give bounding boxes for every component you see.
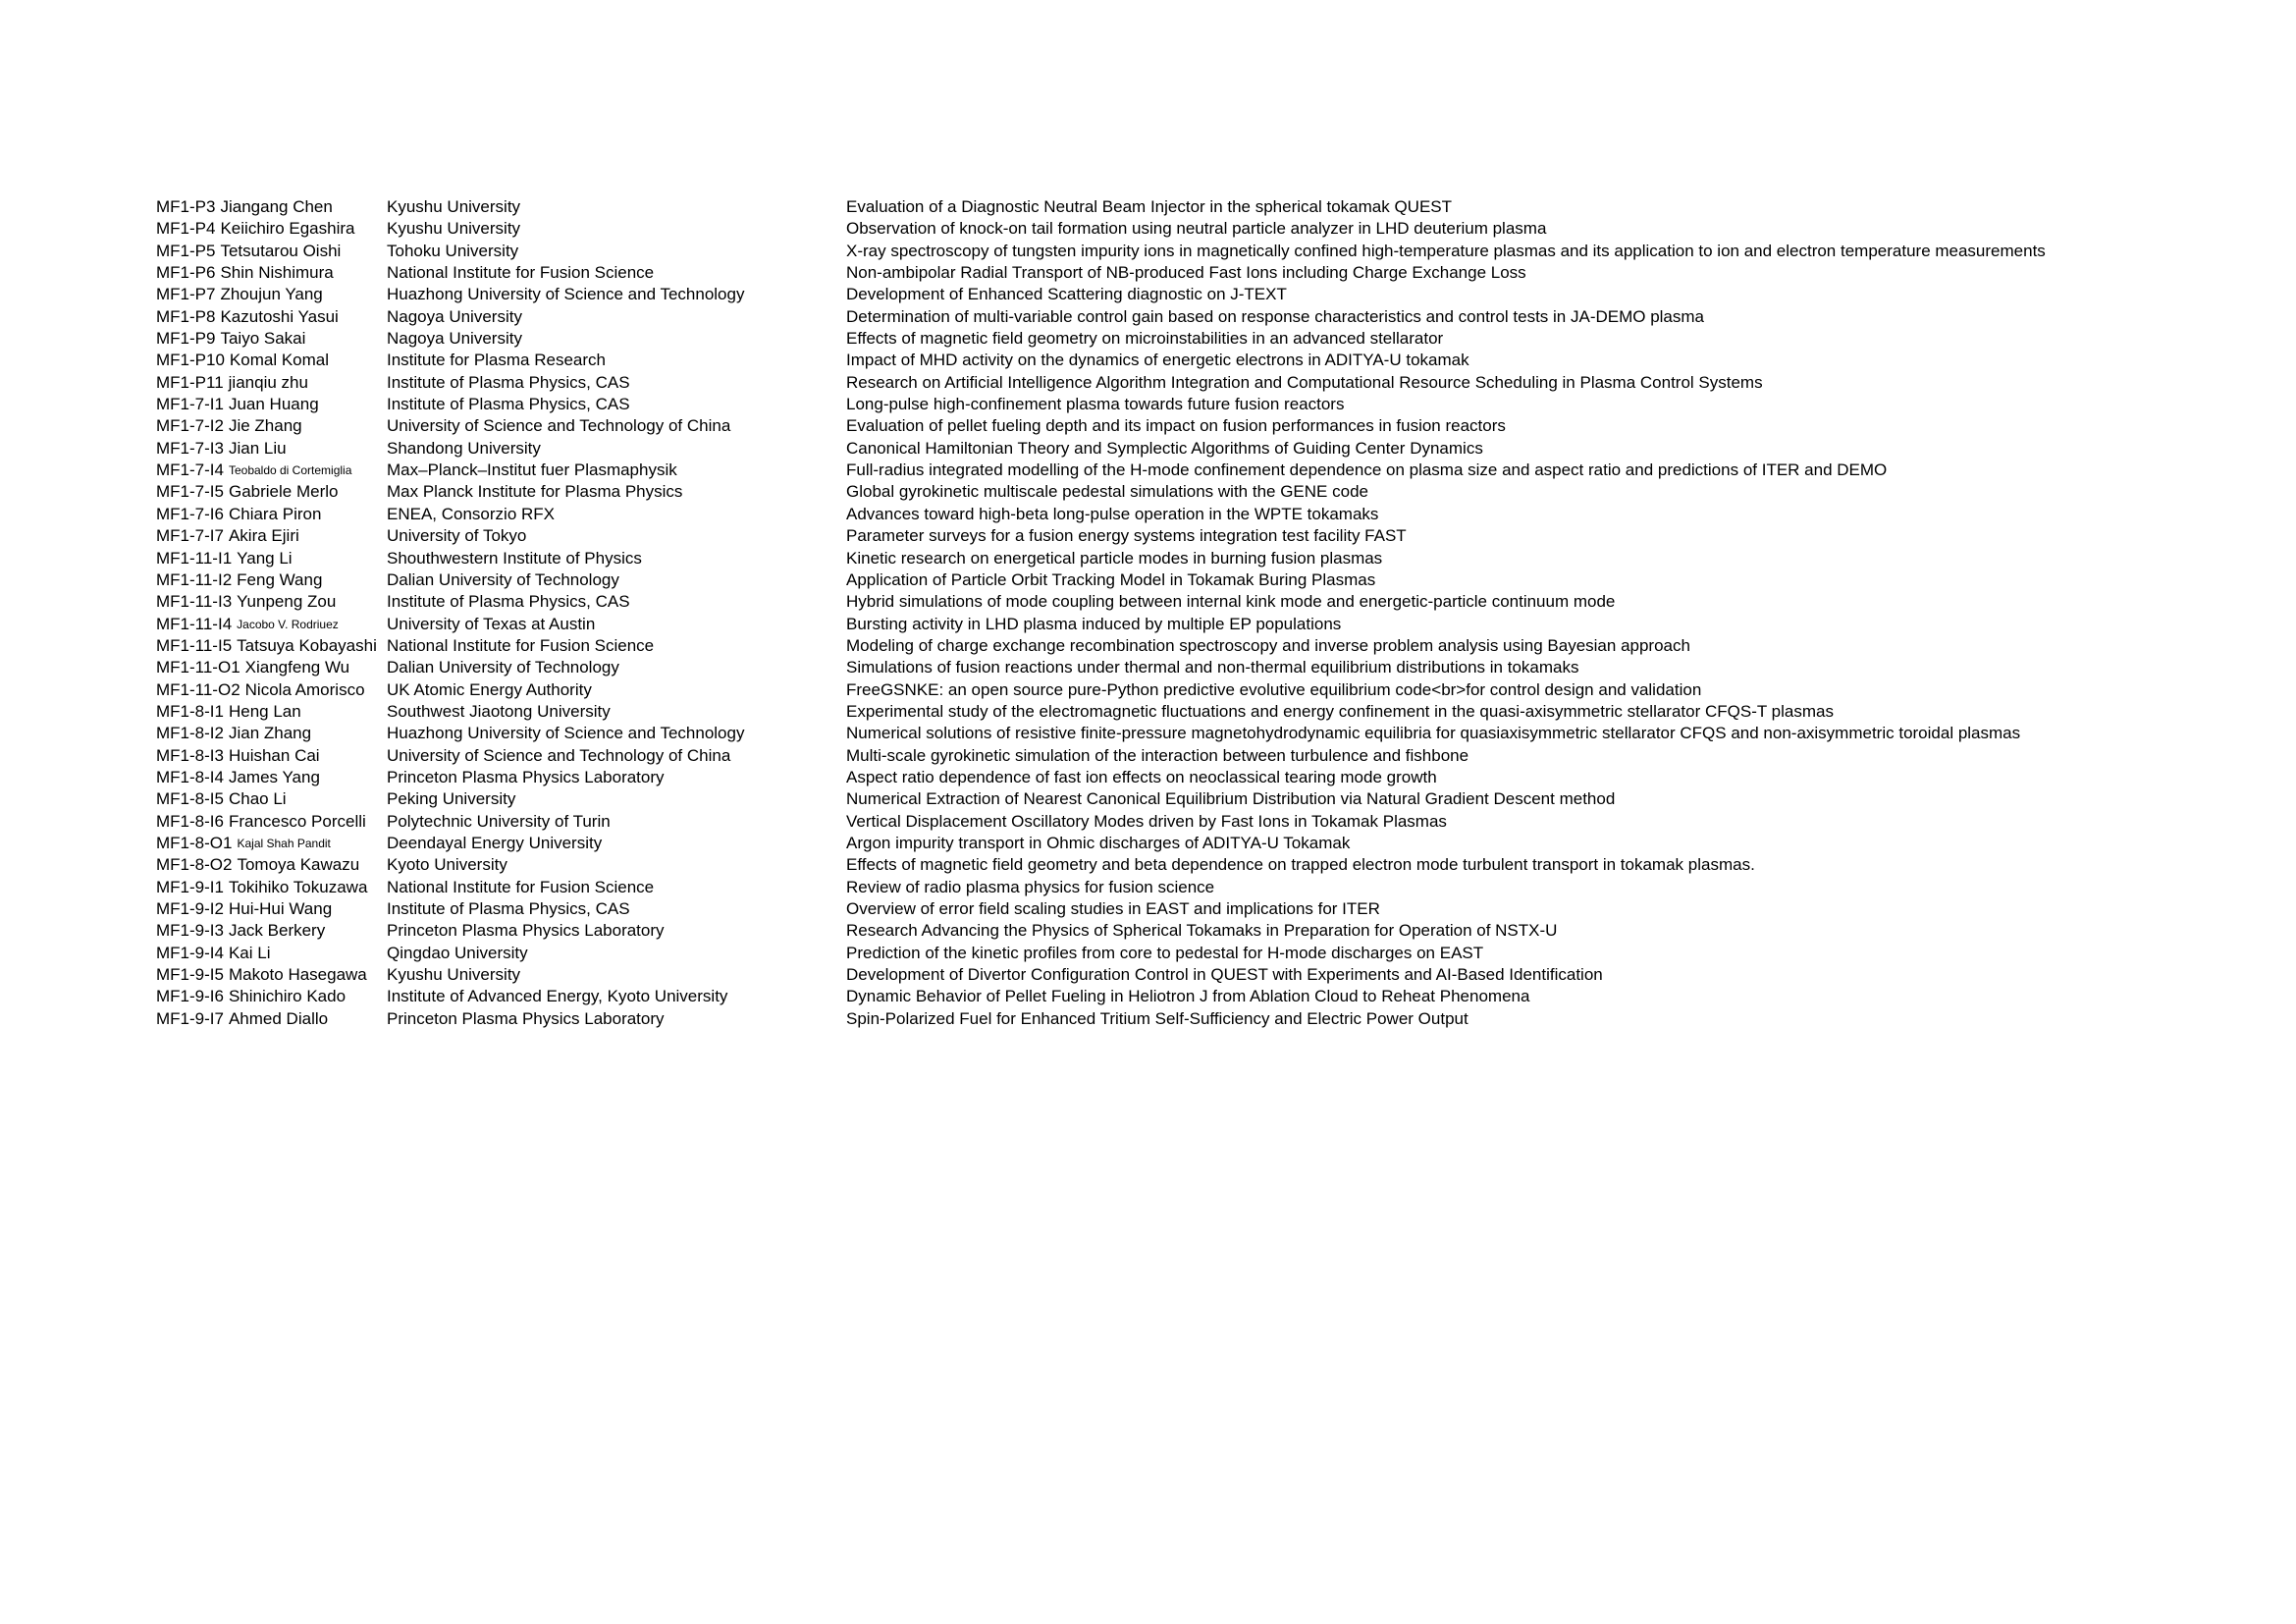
speaker-name: James Yang [228,767,320,786]
affiliation: Princeton Plasma Physics Laboratory [387,1008,665,1028]
affiliation: ENEA, Consorzio RFX [387,504,555,523]
presentation-code: MF1-9-I3 [156,921,224,941]
presentation-code: MF1-9-I1 [156,877,224,896]
speaker-name: Chao Li [228,789,287,809]
presentation-title: Non-ambipolar Radial Transport of NB-produced Fast Ions including Charge Exchange Loss [846,263,1526,283]
list-item [156,920,2276,942]
list-item [156,525,2276,547]
presentation-title: Development of Divertor Configuration Control in QUEST with Experiments and AI-Based Identification [846,965,1603,985]
speaker-name: Tokihiko Tokuzawa [228,877,368,896]
presentation-code: MF1-P11 [156,372,224,392]
presentation-title: Prediction of the kinetic profiles from core to pedestal for H-mode discharges on EAST [846,943,1484,962]
presentation-code: MF1-11-I2 [156,569,233,589]
list-item [156,833,2276,854]
list-item [156,1008,2276,1030]
speaker-name: Nicola Amorisco [244,679,365,699]
presentation-code: MF1-7-I7 [156,526,224,546]
affiliation: National Institute for Fusion Science [387,635,655,655]
list-item [156,328,2276,350]
list-item [156,350,2276,371]
speaker-name: Hui-Hui Wang [228,899,333,918]
presentation-code: MF1-11-I4 [156,614,233,633]
speaker-name: Francesco Porcelli [228,811,366,831]
presentation-code: MF1-11-I3 [156,592,233,612]
presentation-code: MF1-9-I7 [156,1008,224,1028]
list-item [156,986,2276,1007]
presentation-code: MF1-P5 [156,241,216,260]
list-item [156,898,2276,920]
list-item [156,788,2276,810]
list-item [156,372,2276,394]
speaker-name: Juan Huang [228,395,319,414]
list-item [156,548,2276,569]
presentation-code: MF1-P9 [156,329,216,349]
presentation-title: Argon impurity transport in Ohmic discharges of ADITYA-U Tokamak [846,833,1351,852]
list-item [156,438,2276,460]
speaker-name: Keiichiro Egashira [220,219,355,239]
speaker-name: Heng Lan [228,701,301,721]
speaker-name: Kazutoshi Yasui [220,306,339,326]
list-item [156,635,2276,657]
speaker-name: Makoto Hasegawa [228,965,367,985]
speaker-name: Taiyo Sakai [220,329,306,349]
presentation-code: MF1-P6 [156,263,216,283]
presentation-title: Parameter surveys for a fusion energy systems integration test facility FAST [846,526,1407,546]
presentation-title: Review of radio plasma physics for fusion science [846,877,1215,896]
presentation-title: Dynamic Behavior of Pellet Fueling in Heliotron J from Ablation Cloud to Reheat Phenomena [846,987,1530,1006]
affiliation: Polytechnic University of Turin [387,811,611,831]
affiliation: Institute of Advanced Energy, Kyoto University [387,987,728,1006]
presentation-code: MF1-11-I5 [156,635,233,655]
speaker-name: Shin Nishimura [220,263,334,283]
presentation-title: Development of Enhanced Scattering diagnostic on J-TEXT [846,285,1287,304]
presentation-code: MF1-8-I4 [156,767,224,786]
presentation-code: MF1-8-I6 [156,811,224,831]
presentation-title: Aspect ratio dependence of fast ion effects on neoclassical tearing mode growth [846,767,1437,786]
list-item [156,415,2276,437]
presentation-code: MF1-11-O1 [156,658,240,677]
presentation-code: MF1-7-I6 [156,504,224,523]
speaker-name: Chiara Piron [228,504,322,523]
presentation-code: MF1-9-I6 [156,987,224,1006]
list-item [156,460,2276,481]
presentation-title: Vertical Displacement Oscillatory Modes driven by Fast Ions in Tokamak Plasmas [846,811,1447,831]
presentation-title: Advances toward high-beta long-pulse operation in the WPTE tokamaks [846,504,1379,523]
affiliation: Nagoya University [387,329,522,349]
presentation-code: MF1-8-I1 [156,701,224,721]
speaker-name: Jacobo V. Rodriuez [237,617,339,631]
presentation-title: Hybrid simulations of mode coupling between internal kink mode and energetic-particle continuum mode [846,592,1616,612]
presentation-title: Multi-scale gyrokinetic simulation of the interaction between turbulence and fishbone [846,745,1469,765]
speaker-name: Shinichiro Kado [228,987,347,1006]
presentation-code: MF1-7-I5 [156,482,224,502]
presentation-title: Canonical Hamiltonian Theory and Symplectic Algorithms of Guiding Center Dynamics [846,438,1483,458]
affiliation: Dalian University of Technology [387,569,619,589]
presentation-code: MF1-7-I4 [156,460,224,480]
speaker-name: Tatsuya Kobayashi [237,635,377,655]
list-item [156,745,2276,767]
affiliation: Kyushu University [387,197,521,216]
affiliation: University of Science and Technology of China [387,745,731,765]
presentation-title: Impact of MHD activity on the dynamics of energetic electrons in ADITYA-U tokamak [846,351,1469,370]
presentation-title: Kinetic research on energetical particle modes in burning fusion plasmas [846,548,1383,568]
presentation-title: Experimental study of the electromagnetic fluctuations and energy confinement in the quasi-axisymmetric stellarator CFQS-T plasmas [846,701,1834,721]
affiliation: Nagoya University [387,306,522,326]
speaker-name: Gabriele Merlo [228,482,339,502]
list-item [156,504,2276,525]
speaker-name: Zhoujun Yang [220,285,323,304]
affiliation: University of Science and Technology of China [387,416,731,436]
affiliation: Huazhong University of Science and Technology [387,285,745,304]
presentation-code: MF1-8-O2 [156,855,233,875]
list-item [156,723,2276,744]
affiliation: Kyushu University [387,219,521,239]
list-item [156,854,2276,876]
speaker-name: Yang Li [237,548,293,568]
speaker-name: Feng Wang [237,569,323,589]
affiliation: Dalian University of Technology [387,658,619,677]
presentation-title: Long-pulse high-confinement plasma towards future fusion reactors [846,395,1345,414]
affiliation: Institute for Plasma Research [387,351,606,370]
presentation-code: MF1-8-I3 [156,745,224,765]
affiliation: Princeton Plasma Physics Laboratory [387,921,665,941]
affiliation: University of Tokyo [387,526,527,546]
list-item [156,591,2276,613]
list-item [156,218,2276,240]
list-item [156,701,2276,723]
speaker-name: Tomoya Kawazu [237,855,360,875]
speaker-name: Kai Li [228,943,271,962]
affiliation: Qingdao University [387,943,528,962]
affiliation: Institute of Plasma Physics, CAS [387,395,630,414]
speaker-name: Kajal Shah Pandit [237,836,331,850]
presentation-title: Effects of magnetic field geometry and beta dependence on trapped electron mode turbulent transport in tokamak plasmas. [846,855,1755,875]
presentation-code: MF1-9-I2 [156,899,224,918]
presentation-code: MF1-8-I5 [156,789,224,809]
affiliation: Shouthwestern Institute of Physics [387,548,642,568]
speaker-name: Komal Komal [229,351,330,370]
presentation-title: Evaluation of a Diagnostic Neutral Beam Injector in the spherical tokamak QUEST [846,197,1453,216]
list-item [156,943,2276,964]
presentation-code: MF1-8-I2 [156,724,224,743]
presentation-title: Full-radius integrated modelling of the H-mode confinement dependence on plasma size and aspect ratio and predictions of ITER and DEMO [846,460,1888,480]
speaker-name: Yunpeng Zou [237,592,337,612]
presentation-code: MF1-7-I2 [156,416,224,436]
affiliation: Kyushu University [387,965,521,985]
presentation-title: Overview of error field scaling studies in EAST and implications for ITER [846,899,1380,918]
presentation-title: Application of Particle Orbit Tracking Model in Tokamak Buring Plasmas [846,569,1376,589]
presentation-title: Research Advancing the Physics of Spherical Tokamaks in Preparation for Operation of NSTX-U [846,921,1558,941]
speaker-name: Jiangang Chen [220,197,333,216]
speaker-name: Jack Berkery [228,921,326,941]
list-item [156,767,2276,788]
presentation-title: Determination of multi-variable control gain based on response characteristics and control tests in JA-DEMO plasma [846,306,1705,326]
presentation-list [156,196,2276,1030]
speaker-name: Tetsutarou Oishi [220,241,342,260]
presentation-code: MF1-11-O2 [156,679,240,699]
presentation-title: Simulations of fusion reactions under thermal and non-thermal equilibrium distributions in tokamaks [846,658,1579,677]
presentation-code: MF1-11-I1 [156,548,233,568]
presentation-code: MF1-7-I1 [156,395,224,414]
speaker-name: Jian Zhang [228,724,312,743]
affiliation: University of Texas at Austin [387,614,596,633]
affiliation: National Institute for Fusion Science [387,877,655,896]
speaker-name: Jian Liu [228,438,287,458]
presentation-title: Evaluation of pellet fueling depth and its impact on fusion performances in fusion reactors [846,416,1506,436]
affiliation: Southwest Jiaotong University [387,701,611,721]
list-item [156,614,2276,635]
presentation-code: MF1-P4 [156,219,216,239]
speaker-name: Ahmed Diallo [228,1008,329,1028]
list-item [156,306,2276,328]
list-item [156,811,2276,833]
list-item [156,877,2276,898]
affiliation: Huazhong University of Science and Technology [387,724,745,743]
presentation-code: MF1-9-I4 [156,943,224,962]
list-item [156,262,2276,284]
list-item [156,679,2276,701]
presentation-code: MF1-P7 [156,285,216,304]
affiliation: National Institute for Fusion Science [387,263,655,283]
presentation-title: Observation of knock-on tail formation using neutral particle analyzer in LHD deuterium plasma [846,219,1547,239]
list-item [156,284,2276,305]
list-item [156,394,2276,415]
presentation-title: Numerical solutions of resistive finite-pressure magnetohydrodynamic equilibria for quasiaxisymmetric stellarator CFQS and non-axisymmetric toroidal plasmas [846,724,2021,743]
speaker-name: Huishan Cai [228,745,320,765]
presentation-code: MF1-P3 [156,197,216,216]
presentation-title: Modeling of charge exchange recombination spectroscopy and inverse problem analysis using Bayesian approach [846,635,1690,655]
speaker-name: Akira Ejiri [228,526,299,546]
affiliation: Max–Planck–Institut fuer Plasmaphysik [387,460,677,480]
presentation-title: FreeGSNKE: an open source pure-Python predictive evolutive equilibrium code<br>for control design and validation [846,679,1702,699]
presentation-title: X-ray spectroscopy of tungsten impurity ions in magnetically confined high-temperature plasmas and its application to ion and electron temperature measurements [846,241,2046,260]
presentation-title: Bursting activity in LHD plasma induced by multiple EP populations [846,614,1342,633]
affiliation: Institute of Plasma Physics, CAS [387,372,630,392]
affiliation: Max Planck Institute for Plasma Physics [387,482,683,502]
list-item [156,241,2276,262]
affiliation: Kyoto University [387,855,507,875]
list-item [156,569,2276,591]
list-item [156,196,2276,218]
list-item [156,657,2276,678]
affiliation: Deendayal Energy University [387,833,603,852]
presentation-title: Spin-Polarized Fuel for Enhanced Tritium Self-Sufficiency and Electric Power Output [846,1008,1468,1028]
list-item [156,481,2276,503]
presentation-title: Global gyrokinetic multiscale pedestal simulations with the GENE code [846,482,1368,502]
speaker-name: jianqiu zhu [228,372,308,392]
list-item [156,964,2276,986]
speaker-name: Teobaldo di Cortemiglia [228,463,352,478]
speaker-name: Jie Zhang [228,416,302,436]
presentation-code: MF1-P10 [156,351,225,370]
affiliation: Institute of Plasma Physics, CAS [387,899,630,918]
presentation-title: Effects of magnetic field geometry on microinstabilities in an advanced stellarator [846,329,1444,349]
affiliation: UK Atomic Energy Authority [387,679,592,699]
presentation-code: MF1-9-I5 [156,965,224,985]
presentation-code: MF1-P8 [156,306,216,326]
affiliation: Institute of Plasma Physics, CAS [387,592,630,612]
affiliation: Princeton Plasma Physics Laboratory [387,767,665,786]
affiliation: Peking University [387,789,516,809]
affiliation: Shandong University [387,438,541,458]
presentation-code: MF1-7-I3 [156,438,224,458]
speaker-name: Xiangfeng Wu [244,658,350,677]
presentation-title: Research on Artificial Intelligence Algorithm Integration and Computational Resource Scheduling in Plasma Control Systems [846,372,1763,392]
presentation-title: Numerical Extraction of Nearest Canonical Equilibrium Distribution via Natural Gradient Descent method [846,789,1616,809]
presentation-code: MF1-8-O1 [156,833,233,852]
affiliation: Tohoku University [387,241,519,260]
